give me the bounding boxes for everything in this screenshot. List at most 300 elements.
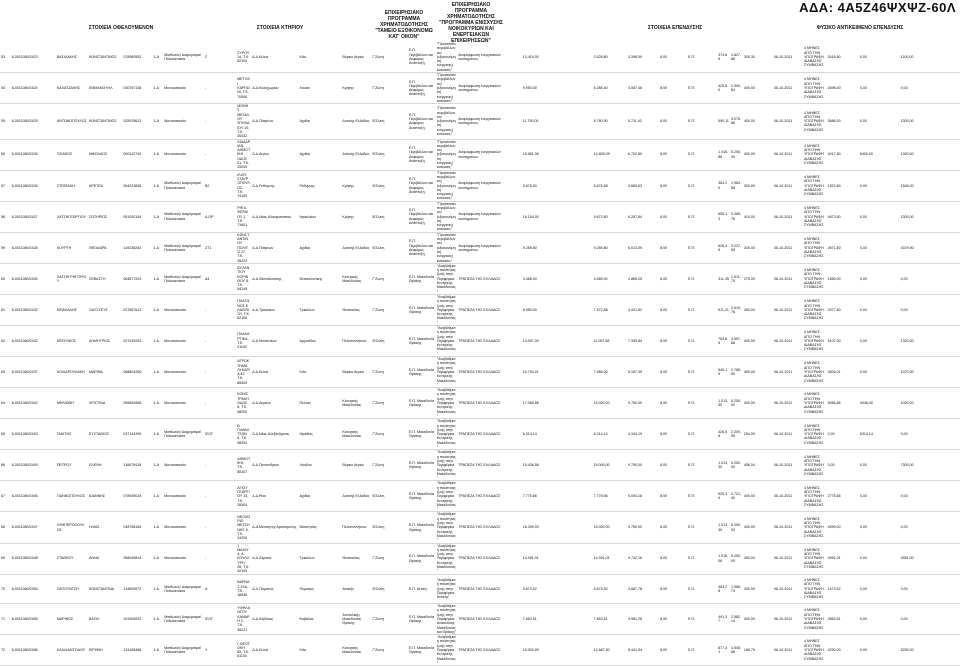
cell-afm: 027667613: [123, 307, 142, 312]
cell-v3: 6250,00: [900, 647, 914, 652]
cell-loan: 4.104,19: [627, 432, 642, 437]
cell-result: 4 ΜΗΝΕΣ ΑΠΟ ΤΗΝ ΥΠΟΓΡΑΦΗ ΔΙΑΒΑΣΗΣ ΣΥΜΒΑΣΗΣ: [804, 423, 824, 445]
cell-v2: 0,00: [859, 214, 867, 219]
cell-public: 7.966,00: [593, 369, 608, 374]
cell-axis: "Προστασία περιβάλλοντος (εξοικονόμηση ενέργειας) κατοικίες": [436, 232, 456, 263]
cell-municipality: Δ.Δ.Νέας Αλεξάνδρειας: [252, 432, 290, 437]
cell-first: ΟΔΥΣΣΕΥΣ: [89, 307, 108, 312]
cell-loan: 4.981,28: [627, 616, 642, 621]
cell-municipality: Δ.Δ.Πάτρέων: [252, 245, 274, 250]
cell-d3: 400,00: [743, 152, 755, 157]
cell-fund: Ε.Π.: [688, 54, 696, 59]
cell-fund: Ε.Π.: [688, 494, 696, 499]
cell-loan: 9.750,00: [627, 463, 642, 468]
cell-cat: 1-Α: [153, 494, 160, 499]
cell-d2: 5.250,00: [731, 461, 742, 470]
cell-no: 65: [1, 432, 5, 437]
cell-cat: 1-Α: [153, 432, 160, 437]
cell-measure: Αναμόρφωση ενεργειακών συστημάτων: [458, 52, 501, 62]
cell-first: ΔΗΜΗΤΡΙΟΣ: [89, 338, 111, 343]
cell-municipality: Δ.Δ.Ρίου: [252, 494, 267, 499]
cell-loan: 5.711,42: [627, 119, 642, 124]
cell-d2: 4.545,88: [731, 645, 742, 655]
cell-program: Ε.Π. Μακεδονία Θράκης: [408, 614, 435, 624]
cell-date: 06-10-2011: [773, 183, 793, 188]
col-axis-header: ΕΠΙΧΕΙΡΗΣΙΑΚΟ ΠΡΟΓΡΑΜΜΑ ΧΡΗΜΑΤΟΔΟΤΗΣΗΣ "ΠΡΟΓΡΑΜΜΑ ΕΝΙΣΧΥΣΗΣ ΝΟΙΚΟΚΥΡΙΩΝ ΚΑΙ ΕΝΕΡΓΕΙΑΚΩΝ ΕΠΙΧΕΙΡΗΣΕΩΝ": [439, 2, 503, 44]
cell-axis: "Αναβάθμιση ποιότητας ζωής στην Περιφέρεια Κεντρικής Μακεδονίας": [436, 294, 456, 325]
cell-v1: 2698,40: [827, 85, 841, 90]
cell-cat: 1-Α: [153, 183, 160, 188]
cell-d3: 294,00: [743, 432, 755, 437]
cell-no: 53: [1, 54, 5, 59]
cell-unit: Κιλκ: [299, 369, 307, 374]
cell-addr: ΚΩΝΣΤΑΝΤΙΝΟΥ ΠΟΛΙΤΟ 27, Τ.Κ. 26223: [237, 232, 250, 263]
cell-date: 06-10-2011: [773, 432, 793, 437]
cell-zone: Γ'Ζώνη: [372, 307, 384, 312]
cell-v3: 0,00: [900, 586, 908, 591]
cell-v1: 2671,60: [827, 245, 841, 250]
cell-region: Θεσσαλίας: [342, 556, 360, 561]
cell-d1: 1.013,30: [718, 398, 729, 408]
cell-d3: 340,00: [743, 245, 755, 250]
cell-d1: 626,46: [718, 243, 728, 252]
cell-program: Ε.Π. Περιβάλλον και Αειφόρος Ανάπτυξη: [408, 112, 434, 130]
cell-v3: 0,00: [900, 307, 908, 312]
cell-addr: ΚΟΝΙΣΤΡΑΚΗ ΟΔΟΣ 5, Τ.Κ. 58200: [237, 392, 249, 414]
cell-budget: 17.066,86: [522, 401, 539, 406]
cell-status: Μισθωτός/ Διαμέρισμα/ Πολυκατοικία: [164, 212, 202, 221]
cell-d2: 2.300,84: [731, 83, 742, 93]
cell-v1: 1655,00: [827, 276, 841, 281]
cell-region: Κεντρικής Μακεδονίας: [342, 645, 362, 655]
cell-afm: 000112743: [123, 152, 142, 157]
cell-d3: 400,00: [743, 525, 755, 530]
table-row: [0, 104, 960, 139]
cell-budget: 5.673,52: [522, 586, 537, 591]
cell-no: 71: [1, 616, 5, 621]
cell-floor: Δ4: [204, 276, 210, 281]
cell-budget: 9.950,00: [522, 85, 537, 90]
cell-result: 4 ΜΗΝΕΣ ΑΠΟ ΤΗΝ ΥΠΟΓΡΑΦΗ ΔΙΑΒΑΣΗΣ ΣΥΜΒΑΣΗΣ: [804, 46, 824, 68]
cell-d2: 5.250,00: [731, 398, 742, 408]
cell-result: 4 ΜΗΝΕΣ ΑΠΟ ΤΗΝ ΥΠΟΓΡΑΦΗ ΔΙΑΒΑΣΗΣ ΣΥΜΒΑΣΗΣ: [804, 639, 824, 661]
cell-v1: 3416,80: [827, 54, 841, 59]
cell-public: 5.673,52: [593, 586, 608, 591]
cell-v1: 3377,80: [827, 307, 841, 312]
cell-zone: Γ'Ζώνη: [372, 85, 384, 90]
cell-d2: 3.957,88: [731, 336, 742, 346]
cell-loan: 7.399,84: [627, 338, 642, 343]
cell-first: ΕΙΡΗΝΗ: [89, 647, 103, 652]
cell-budget: 5.679,50: [522, 183, 537, 188]
cell-status: Μονοκατοικία: [164, 463, 186, 468]
cell-measure: Αναμόρφωση ενεργειακών συστημάτων: [458, 117, 501, 126]
cell-measure: ΤΡΑΠΕΖΑ ΤΗΣ ΕΛΛΑΔΟΣ: [458, 307, 501, 312]
cell-cat: 1-Α: [153, 245, 160, 250]
cell-d1: 311,35: [718, 276, 729, 281]
cell-cat: 1-Α: [153, 152, 160, 157]
cell-no: 69: [1, 556, 5, 561]
cell-d1: 1.013,30: [718, 523, 729, 532]
cell-afm: 037144399: [123, 432, 142, 437]
cell-addr: ΒΑΡΝΑΣ 2ΧΑ, Τ.Κ. 18546: [237, 580, 250, 598]
cell-date: 06-10-2011: [773, 463, 793, 468]
cell-code: 6-0011080/2426: [11, 183, 38, 188]
table-row: [0, 326, 960, 357]
cell-first: ΚΩΝΣΤΑΝΤΙΝΟΣ: [89, 119, 117, 124]
cell-municipality: Δ.Δ.Αιγαίου: [252, 401, 271, 406]
cell-axis: "Αναβάθμιση ποιότητας ζωής στην Περιφέρεια Κεντρικής Μακεδονίας": [436, 419, 456, 450]
cell-result: 4 ΜΗΝΕΣ ΑΠΟ ΤΗΝ ΥΠΟΓΡΑΦΗ ΔΙΑΒΑΣΗΣ ΣΥΜΒΑΣΗΣ: [804, 330, 824, 352]
cell-public: 6.285,40: [593, 85, 608, 90]
cell-zone: Β'Ζώνη: [372, 338, 385, 343]
cell-zone: Γ'Ζώνη: [372, 556, 384, 561]
cell-cat: 1-Α: [153, 85, 160, 90]
cell-d3: 400,00: [743, 338, 755, 343]
cell-floor: -: [204, 85, 207, 90]
cell-status: Μονοκατοικία: [164, 494, 186, 499]
cell-afm: 078935024: [123, 494, 142, 499]
cell-d3: 275,00: [743, 276, 755, 281]
cell-budget: 14.991,01: [522, 556, 539, 561]
cell-afm: 116679418: [123, 463, 142, 468]
cell-afm: 027439263: [123, 338, 142, 343]
cell-last: ΣΤΡΑΤΑΚΗ: [56, 183, 75, 188]
cell-zone: Β'Ζώνη: [372, 214, 385, 219]
cell-fund: Ε.Π.: [688, 152, 696, 157]
cell-afm: 025978613: [123, 119, 142, 124]
cell-v1: 3826,01: [827, 369, 841, 374]
cell-last: ΒΑΣΙΛΑΚΗΣ: [56, 54, 77, 59]
cell-unit: Τρικάλων: [299, 556, 315, 561]
cell-afm: 051092164: [123, 214, 142, 219]
cell-v3: 0,00: [900, 85, 908, 90]
cell-v1: 4673,60: [827, 214, 841, 219]
cell-code: 6-0011080/2447: [11, 525, 38, 530]
cell-zone: Β'Ζώνη: [372, 586, 385, 591]
cell-equity: 8,00: [660, 369, 668, 374]
cell-afm: 119236283: [123, 245, 142, 250]
cell-d1: 540,19: [718, 367, 728, 377]
cell-public: 15.000,00: [593, 463, 610, 468]
cell-budget: 9.259,80: [522, 245, 537, 250]
cell-cat: 1-Α: [153, 307, 160, 312]
cell-first: ΕΥΣΤΑΘΙΟΣ: [89, 432, 110, 437]
cell-result: 4 ΜΗΝΕΣ ΑΠΟ ΤΗΝ ΥΠΟΓΡΑΦΗ ΔΙΑΒΑΣΗΣ ΣΥΜΒΑΣΗΣ: [804, 361, 824, 383]
cell-first: ΣΩΤΗΡΙΟΣ: [89, 214, 108, 219]
cell-axis: "Προστασία περιβάλλοντος (εξοικονόμηση ενέργειας) κατοικίες": [436, 106, 456, 137]
cell-loan: 6.013,59: [627, 245, 642, 250]
cell-region: Κεντρικής Μακεδονίας: [342, 398, 362, 408]
cell-unit: Αχαΐας: [299, 119, 311, 124]
cell-zone: Γ'Ζώνη: [372, 54, 384, 59]
cell-first: ΒΑΣΙΛ: [89, 616, 100, 621]
cell-first: ΕΜΜΑΝΟΥΗΛ: [89, 85, 113, 90]
cell-v1: 0,00: [827, 432, 835, 437]
cell-public: 9.255,80: [593, 245, 608, 250]
cell-axis: "Αναβάθμιση ποιότητας ζωής στην Περιφέρεια Κεντρικής Μακεδονίας": [436, 450, 456, 481]
cell-v2: 0,00: [859, 463, 867, 468]
cell-code: 6-0011080/2458: [11, 647, 38, 652]
cell-v3: 1300,00: [900, 338, 914, 343]
cell-date: 06-10-2011: [773, 85, 793, 90]
cell-cat: 1-Α: [153, 276, 160, 281]
cell-loan: 3.689,63: [627, 183, 642, 188]
cell-addr: ΠΛΑΚΑΡΤΙΚΑ, Τ.Κ. 21100: [237, 332, 250, 350]
cell-date: 06-10-2011: [773, 525, 793, 530]
cell-measure: ΤΡΑΠΕΖΑ ΤΗΣ ΕΛΛΑΔΟΣ: [458, 556, 501, 561]
cell-last: ΜΗΛΙΩΝΗ: [56, 401, 74, 406]
cell-equity: 8,00: [660, 525, 668, 530]
cell-equity: 8,00: [660, 616, 668, 621]
cell-zone: Γ'Ζώνη: [372, 401, 384, 406]
cell-axis: "Προστασία περιβάλλοντος (εξοικονόμηση ενέργειας) κατοικίες": [436, 42, 456, 72]
cell-d2: 2.582,14: [731, 614, 742, 624]
cell-afm: 058049814: [123, 556, 142, 561]
cell-budget: 15.000,00: [522, 647, 539, 652]
cell-v3: 1070,00: [900, 369, 914, 374]
cell-addr: Γ.ΘΕΟΤΟΚΗ 65, Τ.Κ. 61100: [237, 641, 250, 659]
cell-result: 4 ΜΗΝΕΣ ΑΠΟ ΤΗΝ ΥΠΟΓΡΑΦΗ ΔΙΑΒΑΣΗΣ ΣΥΜΒΑΣΗΣ: [804, 485, 824, 507]
cell-fund: Ε.Π.: [688, 525, 696, 530]
cell-floor: -: [204, 338, 207, 343]
cell-result: 4 ΜΗΝΕΣ ΑΠΟ ΤΗΝ ΥΠΟΓΡΑΦΗ ΔΙΑΒΑΣΗΣ ΣΥΜΒΑΣΗΣ: [804, 516, 824, 538]
cell-date: 06-10-2011: [773, 586, 793, 591]
table-row: [0, 635, 960, 666]
cell-v3: 1300,00: [900, 119, 914, 124]
cell-budget: 6.314,14: [522, 432, 537, 437]
cell-loan: 3.398,59: [627, 54, 642, 59]
cell-d3: 400,00: [743, 119, 755, 124]
cell-loan: 2.865,25: [627, 276, 642, 281]
cell-date: 06-10-2011: [773, 647, 793, 652]
cell-floor: -: [204, 152, 207, 157]
cell-equity: 8,00: [660, 494, 668, 499]
cell-measure: ΤΡΑΠΕΖΑ ΤΗΣ ΕΛΛΑΔΟΣ: [458, 525, 501, 530]
cell-status: Μισθωτός/ Διαμέρισμα/ Πολυκατοικία: [164, 614, 202, 624]
cell-axis: "Αναβάθμιση ποιότητας ζωής στην Περιφέρεια Αττικής": [436, 578, 456, 600]
cell-d2: 3.385,78: [731, 212, 742, 221]
cell-region: Βόρειο Αιγαίο: [342, 369, 364, 374]
cell-first: ΘΕΟΔΩΡΑ: [89, 245, 107, 250]
cell-cat: 1-Α: [153, 586, 160, 591]
cell-no: 56: [1, 152, 5, 157]
cell-d1: 877,41: [718, 645, 728, 655]
cell-loan: 8.441,94: [627, 647, 642, 652]
cell-v3: 4551,00: [900, 556, 914, 561]
cell-v3: 4379,90: [900, 245, 914, 250]
cell-d2: 5.250,00: [731, 523, 742, 532]
table-row: [0, 139, 960, 170]
cell-municipality: Δ.Δ.Καβάλας: [252, 616, 274, 621]
cell-program: Ε.Π. Μακεδονία Θράκης: [408, 645, 435, 655]
cell-v2: 0,00: [859, 494, 867, 499]
cell-fund: Ε.Π.: [688, 338, 696, 343]
cell-v1: 4599,00: [827, 525, 841, 530]
table-row: [0, 450, 960, 481]
cell-no: 58: [1, 214, 5, 219]
cell-date: 06-10-2011: [773, 338, 793, 343]
cell-unit: Καβάλας: [299, 616, 314, 621]
cell-date: 06-10-2011: [773, 152, 793, 157]
cell-d3: 400,00: [743, 85, 755, 90]
cell-program: Ε.Π. Μακεδονία Θράκης: [408, 429, 435, 439]
cell-public: 10.805,09: [593, 152, 610, 157]
cell-fund: Ε.Π.: [688, 432, 696, 437]
cell-budget: 15.981,96: [522, 152, 539, 157]
cell-no: 68: [1, 525, 5, 530]
cell-addr: ΥΨΗΛΑΝΤΟΥ ΚΑΝΑΡΗ 2, Τ.Κ. 38221: [237, 606, 250, 632]
cell-public: 15.000,00: [593, 401, 610, 406]
cell-municipality: Δ.Δ.Ζάρανα: [252, 556, 272, 561]
cell-cat: 1-Α: [153, 616, 160, 621]
cell-afm: 134188466: [123, 647, 142, 652]
cell-v2: 0,00: [859, 245, 867, 250]
cell-program: Ε.Π. Περιβάλλον και Αειφόρος Ανάπτυξη: [408, 79, 434, 97]
cell-status: Μισθωτός/ Διαμέρισμα/ Πολυκατοικία: [164, 584, 202, 593]
cell-unit: Αργολίδας: [299, 338, 317, 343]
cell-equity: 8,00: [660, 647, 668, 652]
cell-no: 72: [1, 647, 5, 652]
cell-fund: Ε.Π.: [688, 119, 696, 124]
cell-status: Μονοκατοικία: [164, 152, 186, 157]
cell-d1: 426,56: [718, 429, 728, 439]
cell-public: 7.572,88: [593, 307, 608, 312]
cell-equity: 8,00: [660, 152, 668, 157]
cell-floor: Α ΟΡ: [204, 214, 214, 219]
cell-no: 57: [1, 183, 5, 188]
cell-equity: 8,00: [660, 245, 668, 250]
cell-program: Ε.Π. Περιβάλλον και Αειφόρος Ανάπτυξη: [408, 48, 434, 66]
cell-last: ΚΟΥΡΤΗ: [56, 245, 72, 250]
cell-program: Ε.Π. Μακεδονία Θράκης: [408, 274, 435, 283]
cell-floor: -: [204, 494, 207, 499]
cell-v2: 0,00: [859, 276, 867, 281]
table-row: [0, 294, 960, 325]
col-beneficiary-header: ΣΤΟΙΧΕΙΑ ΟΦΕΛΟΥΜΕΝΟΝ: [88, 25, 154, 31]
cell-program: Ε.Π. Μακεδονία Θράκης: [408, 305, 435, 314]
cell-region: Κρήτης: [342, 214, 354, 219]
cell-fund: Ε.Π.: [688, 214, 696, 219]
cell-d3: 400,00: [743, 616, 755, 621]
cell-d1: 1.013,30: [718, 461, 729, 470]
cell-first: ΜΑΡΙΝΑ: [89, 369, 103, 374]
cell-afm: 101505532: [123, 616, 142, 621]
cell-first: ΙΩΑΝΝΗΣ: [89, 494, 106, 499]
cell-budget: 10.794,01: [522, 369, 539, 374]
cell-v3: 0,00: [900, 525, 908, 530]
cell-region: Βόρειο Αιγαίο: [342, 54, 364, 59]
cell-d3: 400,00: [743, 401, 755, 406]
cell-d2: 1.827,88: [731, 52, 742, 62]
cell-measure: ΤΡΑΠΕΖΑ ΤΗΣ ΕΛΛΑΔΟΣ: [458, 647, 501, 652]
cell-date: 06-10-2011: [773, 307, 793, 312]
cell-region: Δυτικής Ελλάδας: [342, 245, 370, 250]
cell-code: 6-0011080/2424: [11, 85, 38, 90]
cell-status: Μισθωτός/ Διαμέρισμα/ Πολυκατοικία: [164, 52, 202, 62]
cell-code: 6-0011080/2443: [11, 432, 38, 437]
cell-last: ΤΖΙΑΦΟΣ: [56, 152, 73, 157]
cell-measure: ΤΡΑΠΕΖΑ ΤΗΣ ΕΛΛΑΔΟΣ: [458, 369, 501, 374]
cell-last: ΠΕΤΡΟΥ: [56, 463, 72, 468]
cell-no: 67: [1, 494, 5, 499]
cell-status: Μισθωτός/ Διαμέρισμα/ Πολυκατοικία: [164, 645, 202, 655]
cell-region: Ανατολικής Μακεδονίας Θράκης: [342, 612, 362, 626]
cell-d1: 383,28: [718, 584, 728, 593]
cell-equity: 8,00: [660, 432, 668, 437]
cell-afm: 068824260: [123, 369, 142, 374]
cell-axis: "Αναβάθμιση ποιότητας ζωής στην Περιφέρεια Ανατολικής Μακεδονίας και Θράκης": [436, 604, 457, 634]
cell-d3: 400,00: [743, 307, 755, 312]
cell-afm: 064877203: [123, 276, 142, 281]
cell-equity: 8,00: [660, 463, 668, 468]
cell-v3: 1100,00: [900, 54, 914, 59]
cell-v1: 0,00: [827, 463, 835, 468]
cell-d3: 300,00: [743, 183, 755, 188]
cell-v3: 0,00: [900, 432, 908, 437]
cell-v2: 0,00: [859, 525, 867, 530]
cell-axis: "Αναβάθμιση ποιότητας ζωής στην Περιφέρεια Κεντρικής Μακεδονίας": [436, 512, 456, 543]
cell-no: 64: [1, 401, 5, 406]
cell-loan: 4.087,46: [627, 85, 642, 90]
cell-budget: 11.750,00: [522, 119, 539, 124]
cell-measure: Αναμόρφωση ενεργειακών συστημάτων: [458, 150, 501, 159]
cell-result: 4 ΜΗΝΕΣ ΑΠΟ ΤΗΝ ΥΠΟΓΡΑΦΗ ΔΙΑΒΑΣΗΣ ΣΥΜΒΑΣΗΣ: [804, 237, 824, 259]
cell-afm: 064313836: [123, 183, 142, 188]
cell-municipality: Δ.Δ.Θεσσαλονίκης: [252, 276, 282, 281]
cell-region: Δυτικής Ελλάδας: [342, 152, 370, 157]
cell-axis: "Προστασία περιβάλλοντος (εξοικονόμηση ενέργειας) κατοικίες": [436, 139, 456, 170]
cell-no: 60: [1, 276, 5, 281]
cell-region: Αττικής: [342, 586, 354, 591]
cell-axis: "Αναβάθμιση ποιότητας ζωής στην Περιφέρεια Κεντρικής Μακεδονίας": [436, 357, 456, 387]
cell-region: Θεσσαλίας: [342, 307, 360, 312]
cell-loan: 6.702,80: [627, 152, 642, 157]
cell-result: 4 ΜΗΝΕΣ ΑΠΟ ΤΗΝ ΥΠΟΓΡΑΦΗ ΔΙΑΒΑΣΗΣ ΣΥΜΒΑΣΗΣ: [804, 205, 824, 228]
cell-date: 06-10-2011: [773, 616, 793, 621]
cell-last: ΜΠΟΥΝΙΟΣ: [56, 338, 77, 343]
cell-date: 06-10-2011: [773, 54, 793, 59]
cell-d1: 1.015,86: [718, 150, 729, 159]
cell-budget: 16.399,00: [522, 525, 539, 530]
cell-floor: 2: [204, 54, 207, 59]
cell-program: Ε.Π. Περιβάλλον και Αειφόρος Ανάπτυξη: [408, 145, 434, 163]
cell-v1: 1522,80: [827, 183, 841, 188]
cell-program: Ε.Π. Μακεδονία Θράκης: [408, 523, 435, 532]
cell-equity: 8,00: [660, 183, 668, 188]
cell-measure: Αναμόρφωση ενεργειακών συστημάτων: [458, 181, 501, 190]
cell-addr: ΔΗΜΟΤΙΚΗ, Τ.Κ. 85107: [237, 456, 251, 474]
cell-unit: Τρικάλων: [299, 307, 315, 312]
cell-status: Μισθωτός/ Διαμέρισμα/ Πολυκατοικία: [164, 181, 202, 190]
cell-equity: 8,00: [660, 119, 668, 124]
cell-v2: 0,00: [859, 307, 867, 312]
cell-v1: 3686,00: [827, 119, 841, 124]
cell-first: ΣΕΒΑΣΤΗ: [89, 276, 106, 281]
cell-zone: Β'Ζώνη: [372, 152, 385, 157]
cell-program: Ε.Π. Περιβάλλον και Αειφόρος Ανάπτυξη: [408, 239, 434, 257]
table-row: [0, 481, 960, 512]
cell-d3: 400,00: [743, 494, 755, 499]
cell-result: 4 ΜΗΝΕΣ ΑΠΟ ΤΗΝ ΥΠΟΓΡΑΦΗ ΔΙΑΒΑΣΗΣ ΣΥΜΒΑΣΗΣ: [804, 578, 824, 600]
cell-d3: 410,00: [743, 214, 755, 219]
cell-public: 11.057,58: [593, 338, 610, 343]
table-row: [0, 419, 960, 450]
cell-v2: 0,00: [859, 647, 867, 652]
cell-measure: ΤΡΑΠΕΖΑ ΤΗΣ ΕΛΛΑΔΟΣ: [458, 401, 501, 406]
cell-program: Ε.Π. Μακεδονία Θράκης: [408, 398, 435, 408]
cell-afm: 030767136: [123, 85, 142, 90]
